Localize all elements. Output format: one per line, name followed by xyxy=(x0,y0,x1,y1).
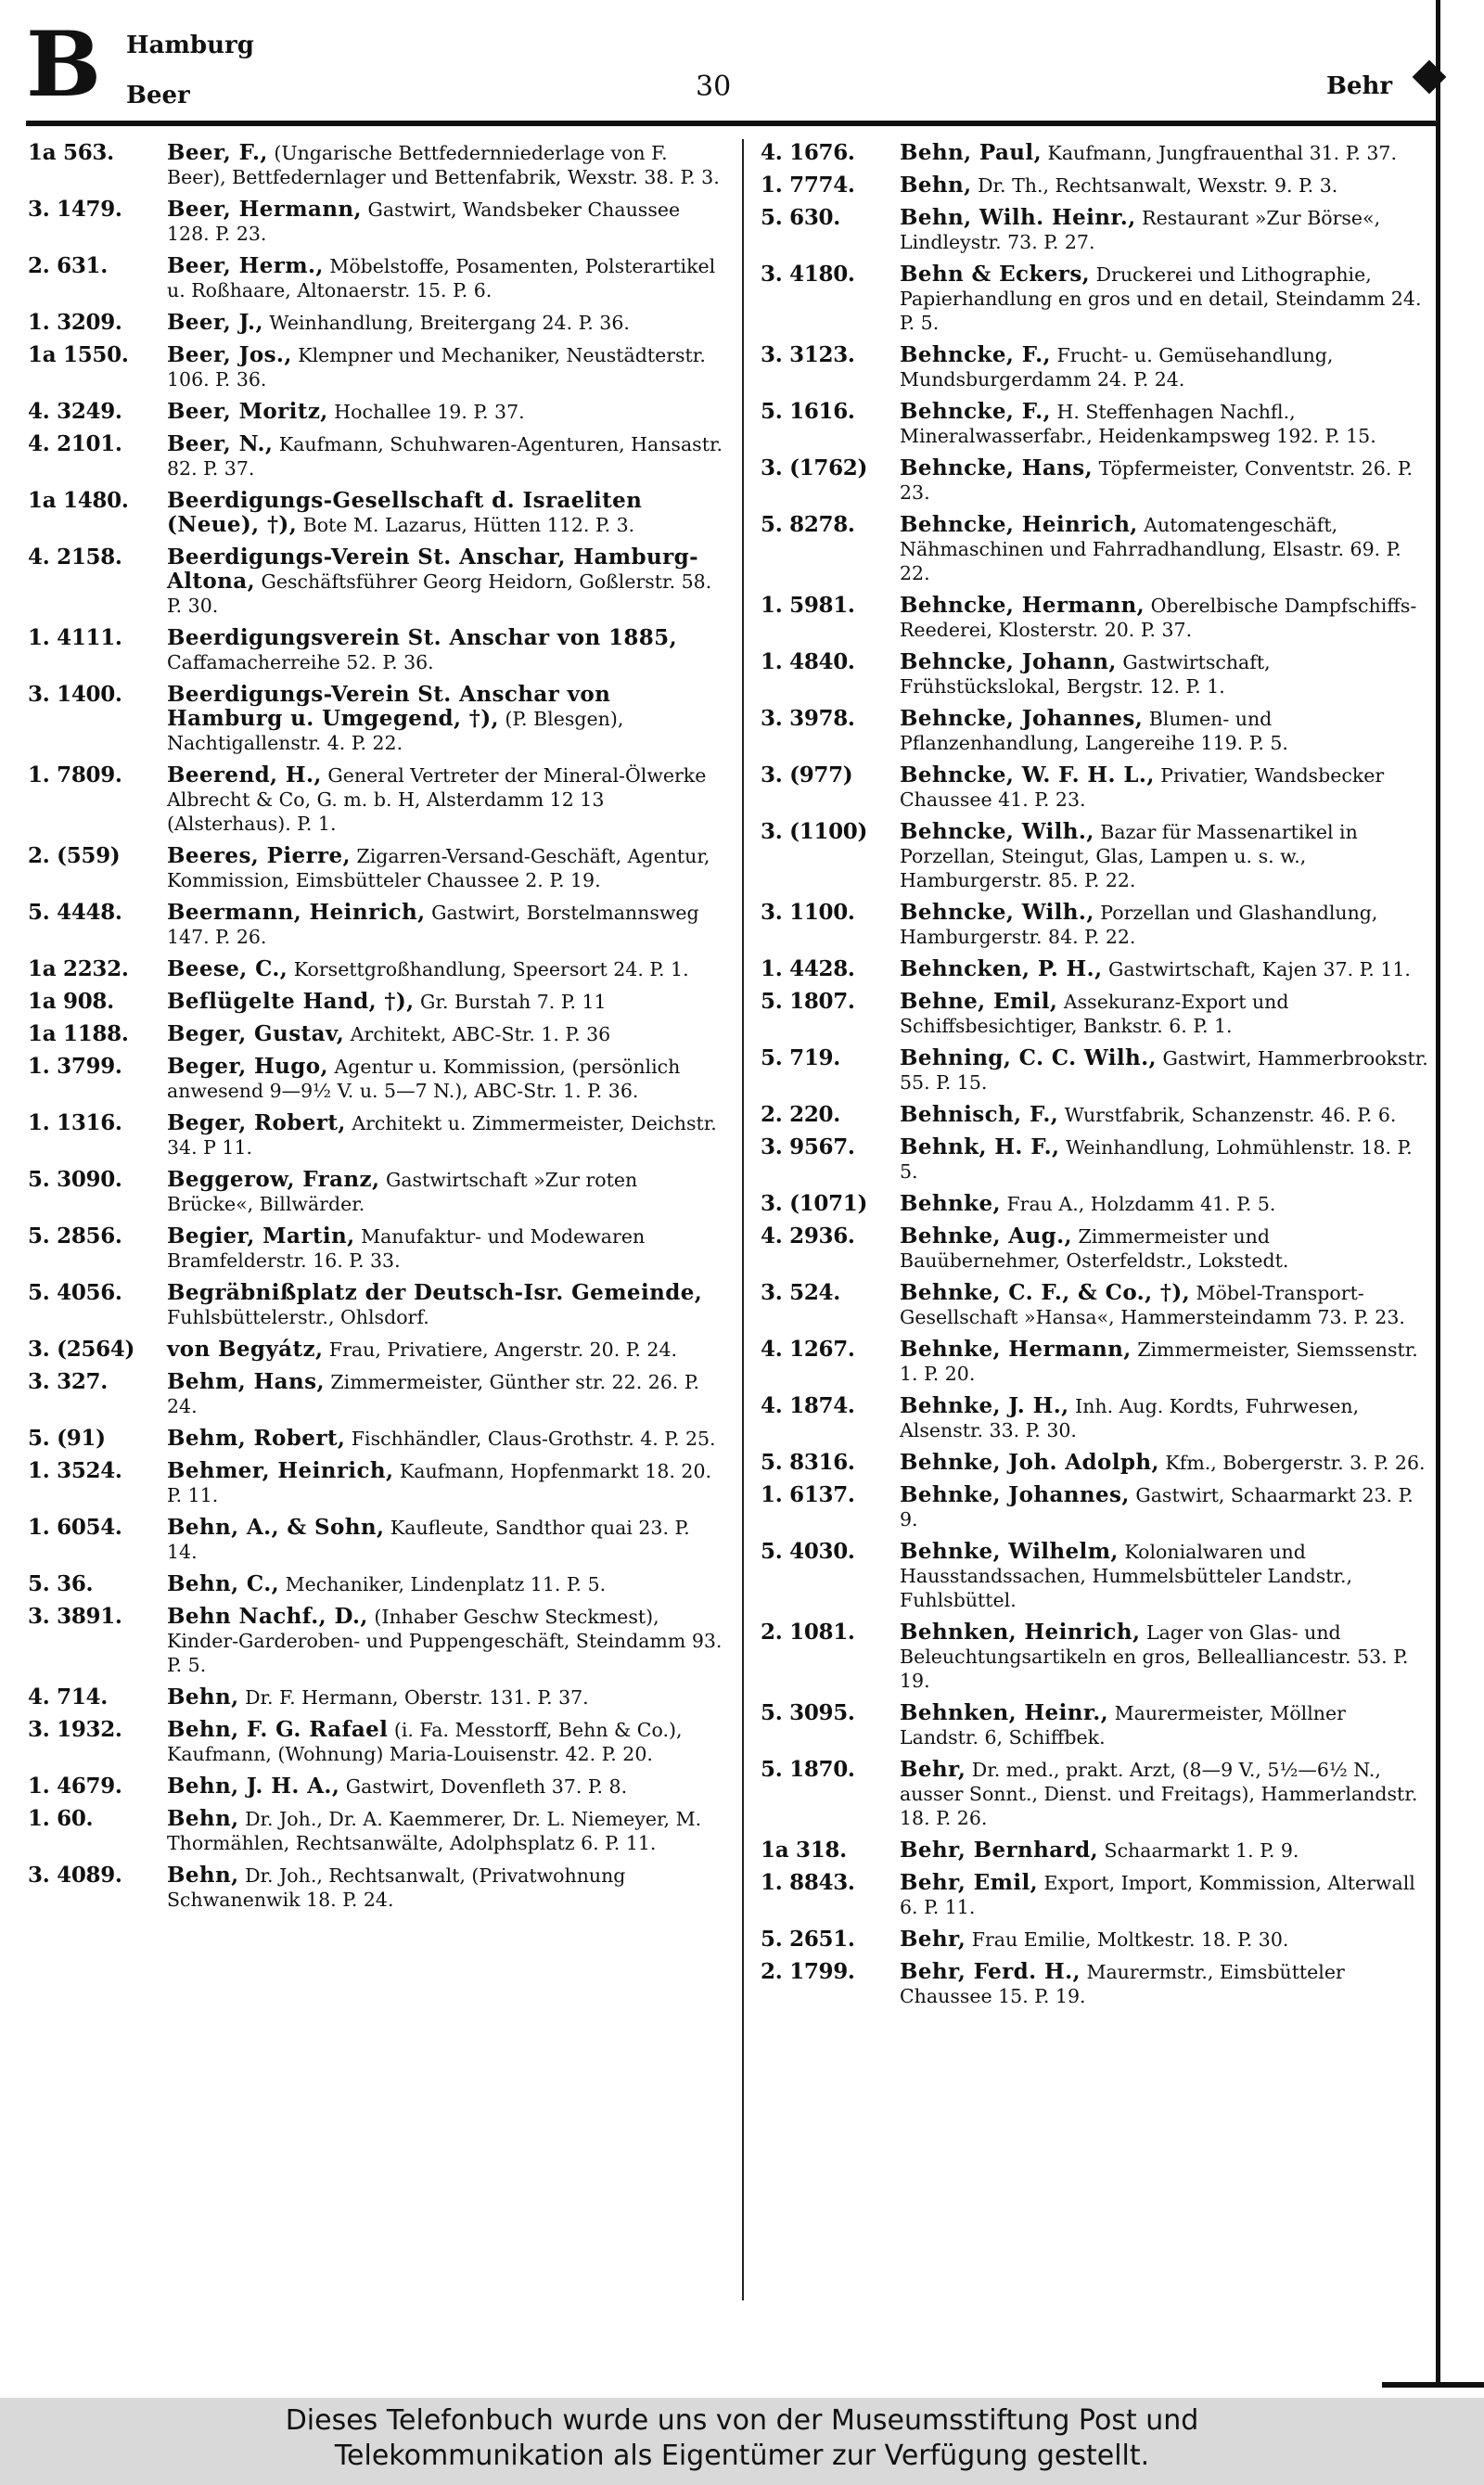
phone-number: 5. 4030. xyxy=(761,1539,855,1564)
directory-entry xyxy=(28,1459,725,1507)
subscriber-details: Kolonialwaren und Hausstandssachen, Hummelsbütteler Landstr., Fuhlsbüttel. xyxy=(900,1541,1353,1611)
subscriber-details: Kaufmann, Jungfrauenthal 31. P. 37. xyxy=(1047,142,1397,164)
directory-entry xyxy=(761,343,1428,391)
subscriber-name: Behr, Bernhard, xyxy=(900,1838,1098,1863)
subscriber-details: Frau A., Holzdamm 41. P. 5. xyxy=(1006,1193,1276,1215)
phone-number: 3. 3978. xyxy=(761,706,855,731)
subscriber-name: Behncke, Johann, xyxy=(900,649,1117,674)
footer-line-2: Telekommunikation als Eigentümer zur Verfügung gestellt. xyxy=(334,2440,1150,2472)
subscriber-name: Beer, Hermann, xyxy=(167,197,362,222)
directory-entry xyxy=(28,1864,725,1912)
subscriber-details: (Ungarische Bettfedernniederlage von F. Beer), Bettfedernlager und Bettenfabrik, Wexstr. 38. P. 3. xyxy=(167,142,720,188)
directory-entry xyxy=(28,1224,725,1273)
range-end-heading: Behr xyxy=(1326,72,1393,100)
phone-number: 5. 2856. xyxy=(28,1223,122,1249)
subscriber-name: Behnke, xyxy=(900,1191,1001,1216)
directory-entry xyxy=(761,1046,1428,1095)
subscriber-name: Beerdigungsverein St. Anschar von 1885, xyxy=(167,625,677,650)
directory-entry xyxy=(761,707,1428,755)
subscriber-details: Blumen- und Pflanzenhandlung, Langereihe 119. P. 5. xyxy=(900,708,1288,754)
subscriber-name: Behn, xyxy=(167,1863,239,1888)
phone-number: 1a 1188. xyxy=(28,1021,129,1046)
subscriber-details: Privatier, Wandsbecker Chaussee 41. P. 23. xyxy=(900,764,1385,811)
subscriber-name: Beflügelte Hand, †), xyxy=(167,989,415,1014)
phone-number: 5. 3095. xyxy=(761,1700,855,1725)
subscriber-details: Gastwirt, Wandsbeker Chaussee 128. P. 23. xyxy=(167,199,681,245)
phone-number: 4. 2158. xyxy=(28,544,122,570)
subscriber-name: Beese, C., xyxy=(167,956,288,981)
directory-entry xyxy=(28,545,725,618)
directory-entry xyxy=(28,683,725,755)
phone-number: 1. 60. xyxy=(28,1806,94,1831)
subscriber-name: Behncke, W. F. H. L., xyxy=(900,762,1155,788)
phone-number: 2. (559) xyxy=(28,843,121,868)
directory-entry xyxy=(761,1620,1428,1693)
subscriber-details: Automatengeschäft, Nähmaschinen und Fahrradhandlung, Elsastr. 69. P. 22. xyxy=(900,514,1401,584)
phone-number: 3. 3891. xyxy=(28,1604,122,1629)
subscriber-name: Behncke, Wilh., xyxy=(900,819,1094,844)
subscriber-details: Manufaktur- und Modewaren Bramfelderstr. 16. P. 33. xyxy=(167,1225,646,1272)
phone-number: 5. 36. xyxy=(28,1571,94,1596)
subscriber-details: Lager von Glas- und Beleuchtungsartikeln en gros, Bellealliancestr. 53. P. 19. xyxy=(900,1621,1409,1692)
subscriber-name: Beerend, H., xyxy=(167,762,322,788)
subscriber-details: Zigarren-Versand-Geschäft, Agentur, Kommission, Eimsbütteler Chaussee 2. P. 19. xyxy=(167,845,710,891)
subscriber-name: Behnke, J. H., xyxy=(900,1393,1069,1418)
subscriber-details: Inh. Aug. Kordts, Fuhrwesen, Alsenstr. 33. P. 30. xyxy=(900,1395,1360,1441)
subscriber-name: Behmer, Heinrich, xyxy=(167,1458,394,1483)
phone-number: 3. (2564) xyxy=(28,1337,135,1362)
subscriber-name: Behr, xyxy=(900,1757,966,1782)
directory-entry xyxy=(28,141,725,189)
directory-entry xyxy=(761,513,1428,585)
diamond-ornament-icon xyxy=(1413,60,1447,95)
subscriber-details: Weinhandlung, Lohmühlenstr. 18. P. 5. xyxy=(900,1136,1413,1183)
subscriber-name: Beeres, Pierre, xyxy=(167,843,351,868)
phone-number: 5. 8316. xyxy=(761,1450,855,1475)
directory-entry xyxy=(761,594,1428,642)
phone-number: 3. (1100) xyxy=(761,819,868,844)
phone-number: 1a 318. xyxy=(761,1838,847,1863)
subscriber-name: Behne, Emil, xyxy=(900,989,1058,1014)
directory-entry xyxy=(28,311,725,335)
directory-entry xyxy=(28,1516,725,1564)
directory-entry xyxy=(761,1192,1428,1216)
subscriber-details: Töpfermeister, Conventstr. 26. P. 23. xyxy=(900,457,1414,504)
subscriber-details: Frau Emilie, Moltkestr. 18. P. 30. xyxy=(971,1928,1289,1951)
phone-number: 1a 1550. xyxy=(28,342,129,367)
subscriber-details: Maurermeister, Möllner Landstr. 6, Schiffbek. xyxy=(900,1702,1346,1748)
column-divider xyxy=(742,139,744,2300)
directory-entry xyxy=(28,343,725,391)
directory-entry xyxy=(761,957,1428,981)
phone-number: 3. 4089. xyxy=(28,1863,122,1888)
subscriber-name: Behncke, F., xyxy=(900,342,1051,367)
subscriber-details: Gastwirt, Schaarmarkt 23. P. 9. xyxy=(900,1484,1414,1531)
subscriber-name: Behnke, Aug., xyxy=(900,1223,1072,1249)
directory-entry xyxy=(28,1338,725,1362)
phone-number: 2. 1799. xyxy=(761,1959,855,1984)
directory-entry xyxy=(761,1928,1428,1952)
phone-number: 3. 1400. xyxy=(28,682,122,707)
subscriber-details: (i. Fa. Messtorff, Behn & Co.), Kaufmann, (Wohnung) Maria-Louisenstr. 42. P. 20. xyxy=(167,1719,683,1765)
directory-entry xyxy=(761,206,1428,254)
subscriber-name: Behn, xyxy=(167,1806,239,1831)
subscriber-details: Gr. Burstah 7. P. 11 xyxy=(420,991,607,1013)
subscriber-name: Behn, Wilh. Heinr., xyxy=(900,205,1136,230)
phone-number: 1. 3209. xyxy=(28,310,122,335)
subscriber-details: Möbelstoffe, Posamenten, Polsterartikel u. Roßhaare, Altonaerstr. 15. P. 6. xyxy=(167,255,716,301)
subscriber-name: Behn, Paul, xyxy=(900,141,1042,165)
subscriber-name: Behn, A., & Sohn, xyxy=(167,1515,385,1540)
subscriber-details: Agentur u. Kommission, (persönlich anwesend 9—9½ V. u. 5—7 N.), ABC-Str. 1. P. 36. xyxy=(167,1056,681,1102)
directory-entry xyxy=(28,763,725,836)
subscriber-details: Export, Import, Kommission, Alterwall 6. P. 11. xyxy=(900,1872,1415,1918)
subscriber-details: Weinhandlung, Breitergang 24. P. 36. xyxy=(269,312,630,334)
phone-number: 1. 8843. xyxy=(761,1870,855,1895)
subscriber-name: Beggerow, Franz, xyxy=(167,1167,380,1192)
page-corner-line xyxy=(1382,2382,1484,2388)
range-start-heading: Beer xyxy=(126,82,190,109)
subscriber-details: Maurermstr., Eimsbütteler Chaussee 15. P. 19. xyxy=(900,1961,1345,2007)
subscriber-details: Dr. Joh., Dr. A. Kaemmerer, Dr. L. Niemeyer, M. Thormählen, Rechtsanwälte, Adolphsplatz 6. P. 11. xyxy=(167,1808,702,1854)
left-column xyxy=(28,141,725,2312)
phone-number: 5. (91) xyxy=(28,1426,106,1451)
subscriber-details: Dr. Joh., Rechtsanwalt, (Privatwohnung Schwanenwik 18. P. 24. xyxy=(167,1864,626,1911)
phone-number: 4. 2936. xyxy=(761,1223,855,1249)
phone-number: 3. 9567. xyxy=(761,1134,855,1159)
directory-entry xyxy=(28,489,725,537)
subscriber-name: Beer, N., xyxy=(167,431,274,456)
subscriber-details: Dr. med., prakt. Arzt, (8—9 V., 5½—6½ N., ausser Sonnt., Dienst. und Freitags), Hammerlandstr. 18. P. 26. xyxy=(900,1759,1418,1829)
subscriber-details: Architekt, ABC-Str. 1. P. 36 xyxy=(350,1023,611,1045)
phone-number: 1. 4679. xyxy=(28,1774,122,1799)
subscriber-details: Gastwirtschaft, Frühstückslokal, Bergstr. 12. P. 1. xyxy=(900,651,1271,698)
directory-entry xyxy=(761,456,1428,505)
directory-entry xyxy=(761,1871,1428,1919)
phone-number: 5. 4056. xyxy=(28,1280,122,1305)
subscriber-details: Zimmermeister, Siemssenstr. 1. P. 20. xyxy=(900,1339,1418,1385)
subscriber-details: Mechaniker, Lindenplatz 11. P. 5. xyxy=(285,1573,607,1595)
directory-entry xyxy=(28,1807,725,1855)
subscriber-name: Behnke, C. F., & Co., †), xyxy=(900,1280,1191,1305)
subscriber-name: Behncke, Johannes, xyxy=(900,706,1144,731)
directory-entry xyxy=(761,1338,1428,1386)
subscriber-details: Gastwirt, Borstelmannsweg 147. P. 26. xyxy=(167,902,699,948)
phone-number: 1. 3524. xyxy=(28,1458,122,1483)
phone-number: 3. (977) xyxy=(761,762,853,788)
phone-number: 4. 1874. xyxy=(761,1393,855,1418)
directory-entry xyxy=(761,1224,1428,1273)
directory-entry xyxy=(28,1572,725,1596)
subscriber-name: Behnisch, F., xyxy=(900,1102,1059,1127)
phone-number: 4. 3249. xyxy=(28,399,122,424)
directory-entry xyxy=(761,901,1428,949)
directory-entry xyxy=(28,1685,725,1710)
subscriber-details: Klempner und Mechaniker, Neustädterstr. 106. P. 36. xyxy=(167,344,706,391)
subscriber-details: Geschäftsführer Georg Heidorn, Goßlerstr. 58. P. 30. xyxy=(167,570,712,617)
phone-number: 1. 7774. xyxy=(761,173,855,198)
subscriber-details: Kaufleute, Sandthor quai 23. P. 14. xyxy=(167,1517,690,1563)
phone-number: 3. (1071) xyxy=(761,1191,868,1216)
subscriber-details: Fischhändler, Claus-Grothstr. 4. P. 25. xyxy=(351,1428,716,1450)
subscriber-details: Korsettgroßhandlung, Speersort 24. P. 1. xyxy=(293,958,689,980)
subscriber-details: Wurstfabrik, Schanzenstr. 46. P. 6. xyxy=(1064,1104,1397,1126)
phone-number: 4. 1676. xyxy=(761,141,855,165)
directory-entry xyxy=(761,400,1428,448)
subscriber-details: Caffamacherreihe 52. P. 36. xyxy=(167,651,434,673)
phone-number: 1a 563. xyxy=(28,141,114,165)
phone-number: 1. 4111. xyxy=(28,625,122,650)
section-letter: B xyxy=(26,12,102,117)
directory-entry xyxy=(761,1960,1428,2008)
phone-number: 1. 3799. xyxy=(28,1054,122,1079)
directory-entry xyxy=(761,1758,1428,1830)
phone-number: 1a 2232. xyxy=(28,956,129,981)
phone-number: 5. 8278. xyxy=(761,512,855,537)
subscriber-details: Schaarmarkt 1. P. 9. xyxy=(1104,1839,1299,1862)
footer-notice xyxy=(0,2398,1484,2485)
phone-number: 5. 630. xyxy=(761,205,840,230)
phone-number: 3. 524. xyxy=(761,1280,840,1305)
subscriber-name: Behnke, Joh. Adolph, xyxy=(900,1450,1159,1475)
directory-entry xyxy=(28,957,725,981)
subscriber-name: Behnken, Heinr., xyxy=(900,1700,1109,1725)
subscriber-name: Beer, Herm., xyxy=(167,253,324,278)
phone-number: 4. 2101. xyxy=(28,431,122,456)
city-heading: Hamburg xyxy=(126,32,254,59)
subscriber-name: Behr, xyxy=(900,1927,966,1952)
subscriber-name: Behncke, Wilh., xyxy=(900,900,1094,925)
subscriber-details: Assekuranz-Export und Schiffsbesichtiger, Bankstr. 6. P. 1. xyxy=(900,991,1289,1037)
phone-number: 3. (1762) xyxy=(761,455,868,480)
subscriber-name: Beger, Gustav, xyxy=(167,1021,345,1046)
directory-entry xyxy=(28,901,725,949)
directory-entry xyxy=(761,763,1428,812)
phone-number: 1. 4428. xyxy=(761,956,855,981)
directory-entry xyxy=(28,844,725,892)
phone-number: 5. 1870. xyxy=(761,1757,855,1782)
subscriber-details: Hochallee 19. P. 37. xyxy=(334,401,525,423)
subscriber-name: Behning, C. C. Wilh., xyxy=(900,1045,1157,1070)
subscriber-details: Porzellan und Glashandlung, Hamburgerstr. 84. P. 22. xyxy=(900,902,1378,948)
subscriber-details: Restaurant »Zur Börse«, Lindleystr. 73. P. 27. xyxy=(900,207,1381,253)
directory-entry xyxy=(28,1605,725,1677)
subscriber-details: Gastwirt, Hammerbrookstr. 55. P. 15. xyxy=(900,1047,1428,1094)
subscriber-name: Behr, Ferd. H., xyxy=(900,1959,1081,1984)
directory-entry xyxy=(761,1135,1428,1184)
directory-entry xyxy=(28,254,725,302)
subscriber-details: Frau, Privatiere, Angerstr. 20. P. 24. xyxy=(328,1339,678,1361)
phone-number: 2. 1081. xyxy=(761,1620,855,1645)
subscriber-details: (P. Blesgen), Nachtigallenstr. 4. P. 22. xyxy=(167,708,624,754)
directory-entry xyxy=(28,432,725,480)
directory-entry xyxy=(761,263,1428,335)
directory-entry xyxy=(28,198,725,246)
phone-number: 3. 1932. xyxy=(28,1717,122,1742)
subscriber-name: Behn Nachf., D., xyxy=(167,1604,368,1629)
phone-number: 2. 220. xyxy=(761,1102,840,1127)
directory-entry xyxy=(761,990,1428,1038)
phone-number: 3. 3123. xyxy=(761,342,855,367)
phone-number: 2. 631. xyxy=(28,253,108,278)
subscriber-name: Behnke, Johannes, xyxy=(900,1482,1130,1507)
subscriber-name: Beerdigungs-Verein St. Anschar von Hamburg u. Umgegend, †), xyxy=(167,682,611,731)
directory-entry xyxy=(28,1022,725,1046)
directory-entry xyxy=(761,1838,1428,1863)
subscriber-details: H. Steffenhagen Nachfl., Mineralwasserfabr., Heidenkampsweg 192. P. 15. xyxy=(900,401,1376,447)
phone-number: 5. 2651. xyxy=(761,1927,855,1952)
subscriber-name: Beerdigungs-Gesellschaft d. Israeliten (Neue), †), xyxy=(167,488,643,537)
subscriber-details: Gastwirtschaft, Kajen 37. P. 11. xyxy=(1108,958,1411,980)
subscriber-details: Architekt u. Zimmermeister, Deichstr. 34. P 11. xyxy=(167,1112,717,1159)
footer-line-1: Dieses Telefonbuch wurde uns von der Museumsstiftung Post und xyxy=(285,2404,1199,2437)
subscriber-name: Beermann, Heinrich, xyxy=(167,900,426,925)
phone-number: 1. 5981. xyxy=(761,593,855,618)
directory-entry xyxy=(28,626,725,674)
phone-number: 1. 7809. xyxy=(28,762,122,788)
subscriber-name: Behncke, F., xyxy=(900,399,1051,424)
subscriber-name: Behn, F. G. Rafael xyxy=(167,1717,389,1742)
directory-entry xyxy=(28,1774,725,1799)
subscriber-details: Frucht- u. Gemüsehandlung, Mundsburgerdamm 24. P. 24. xyxy=(900,344,1334,391)
phone-number: 1a 1480. xyxy=(28,488,129,513)
directory-entry xyxy=(761,173,1428,198)
subscriber-details: (Inhaber Geschw Steckmest), Kinder-Garderoben- und Puppengeschäft, Steindamm 93. P. 5. xyxy=(167,1606,723,1676)
phone-number: 3. 327. xyxy=(28,1369,108,1394)
directory-entry xyxy=(761,1540,1428,1612)
subscriber-name: Behn, xyxy=(900,173,972,198)
subscriber-name: Behm, Robert, xyxy=(167,1426,346,1451)
directory-entry xyxy=(761,1394,1428,1442)
subscriber-name: Begier, Martin, xyxy=(167,1223,355,1249)
phone-number: 3. 1479. xyxy=(28,197,122,222)
directory-entry xyxy=(28,1370,725,1418)
subscriber-name: Beer, J., xyxy=(167,310,263,335)
subscriber-details: Bote M. Lazarus, Hütten 112. P. 3. xyxy=(302,514,635,536)
subscriber-details: Zimmermeister und Bauübernehmer, Osterfeldstr., Lokstedt. xyxy=(900,1225,1289,1272)
subscriber-details: Dr. Th., Rechtsanwalt, Wexstr. 9. P. 3. xyxy=(978,174,1338,197)
directory-entry xyxy=(761,1281,1428,1329)
directory-entry xyxy=(761,1103,1428,1127)
subscriber-name: Beer, F., xyxy=(167,141,268,165)
directory-entry xyxy=(28,400,725,424)
subscriber-name: Behn & Eckers, xyxy=(900,262,1091,287)
phone-number: 1. 4840. xyxy=(761,649,855,674)
directory-entry xyxy=(761,820,1428,892)
directory-entry xyxy=(761,141,1428,165)
subscriber-details: Möbel-Transport-Gesellschaft »Hansa«, Hammersteindamm 73. P. 23. xyxy=(900,1282,1405,1328)
subscriber-details: Gastwirt, Dovenfleth 37. P. 8. xyxy=(345,1775,628,1798)
directory-entry xyxy=(28,1168,725,1216)
phone-number: 4. 714. xyxy=(28,1684,108,1710)
directory-entry xyxy=(28,1111,725,1159)
subscriber-details: Oberelbische Dampfschiffs-Reederei, Klosterstr. 20. P. 37. xyxy=(900,595,1417,641)
directory-entry xyxy=(28,1055,725,1103)
phone-number: 1a 908. xyxy=(28,989,114,1014)
directory-entry xyxy=(28,1281,725,1329)
page-edge-line xyxy=(1436,0,1440,2384)
subscriber-name: Behnke, Wilhelm, xyxy=(900,1539,1119,1564)
phone-number: 5. 4448. xyxy=(28,900,122,925)
phone-number: 3. 4180. xyxy=(761,262,855,287)
subscriber-details: Druckerei und Lithographie, Papierhandlung en gros und en detail, Steindamm 24. P. 5. xyxy=(900,263,1422,334)
subscriber-name: Behn, C., xyxy=(167,1571,280,1596)
subscriber-name: Behncken, P. H., xyxy=(900,956,1103,981)
subscriber-details: Kaufmann, Hopfenmarkt 18. 20. P. 11. xyxy=(167,1460,712,1506)
subscriber-name: Behnk, H. F., xyxy=(900,1134,1060,1159)
page-number: 30 xyxy=(696,70,732,103)
subscriber-details: Gastwirtschaft »Zur roten Brücke«, Billwärder. xyxy=(167,1169,638,1215)
subscriber-details: Kfm., Bobergerstr. 3. P. 26. xyxy=(1165,1452,1426,1474)
subscriber-details: Bazar für Massenartikel in Porzellan, Steingut, Glas, Lampen u. s. w., Hamburgerstr. 85. P. 22. xyxy=(900,821,1358,891)
subscriber-details: Kaufmann, Schuhwaren-Agenturen, Hansastr. 82. P. 37. xyxy=(167,433,723,480)
subscriber-name: Behnken, Heinrich, xyxy=(900,1620,1141,1645)
phone-number: 5. 3090. xyxy=(28,1167,122,1192)
subscriber-name: Behn, J. H. A., xyxy=(167,1774,340,1799)
subscriber-name: Beer, Moritz, xyxy=(167,399,328,424)
phone-number: 3. 1100. xyxy=(761,900,855,925)
directory-entry xyxy=(28,1427,725,1451)
subscriber-name: von Begyátz, xyxy=(167,1337,324,1362)
directory-entry xyxy=(761,1483,1428,1531)
subscriber-name: Behm, Hans, xyxy=(167,1369,325,1394)
subscriber-details: Fuhlsbüttelerstr., Ohlsdorf. xyxy=(167,1306,429,1328)
subscriber-name: Behncke, Heinrich, xyxy=(900,512,1138,537)
directory-entry xyxy=(761,1451,1428,1475)
directory-entry xyxy=(761,1701,1428,1749)
phone-number: 1. 6137. xyxy=(761,1482,855,1507)
subscriber-name: Behn, xyxy=(167,1684,239,1710)
subscriber-name: Beerdigungs-Verein St. Anschar, Hamburg-Altona, xyxy=(167,544,699,594)
subscriber-name: Beer, Jos., xyxy=(167,342,292,367)
subscriber-details: Zimmermeister, Günther str. 22. 26. P. 24. xyxy=(167,1371,699,1417)
phone-number: 1. 6054. xyxy=(28,1515,122,1540)
phone-number: 5. 719. xyxy=(761,1045,840,1070)
right-column xyxy=(761,141,1428,2312)
phone-number: 4. 1267. xyxy=(761,1337,855,1362)
subscriber-name: Beger, Hugo, xyxy=(167,1054,328,1079)
subscriber-name: Behr, Emil, xyxy=(900,1870,1039,1895)
subscriber-name: Beger, Robert, xyxy=(167,1110,346,1135)
subscriber-name: Behncke, Hans, xyxy=(900,455,1094,480)
subscriber-details: General Vertreter der Mineral-Ölwerke Albrecht & Co, G. m. b. H, Alsterdamm 12 13 (Alsterhaus). P. 1. xyxy=(167,764,707,835)
phone-number: 5. 1807. xyxy=(761,989,855,1014)
phone-number: 5. 1616. xyxy=(761,399,855,424)
directory-entry xyxy=(761,650,1428,698)
subscriber-name: Behnke, Hermann, xyxy=(900,1337,1132,1362)
phone-number: 1. 1316. xyxy=(28,1110,122,1135)
subscriber-name: Begräbnißplatz der Deutsch-Isr. Gemeinde, xyxy=(167,1280,703,1305)
subscriber-details: Dr. F. Hermann, Oberstr. 131. P. 37. xyxy=(245,1686,589,1709)
directory-entry xyxy=(28,1718,725,1766)
directory-entry xyxy=(28,990,725,1014)
header-rule xyxy=(26,121,1438,126)
subscriber-name: Behncke, Hermann, xyxy=(900,593,1145,618)
